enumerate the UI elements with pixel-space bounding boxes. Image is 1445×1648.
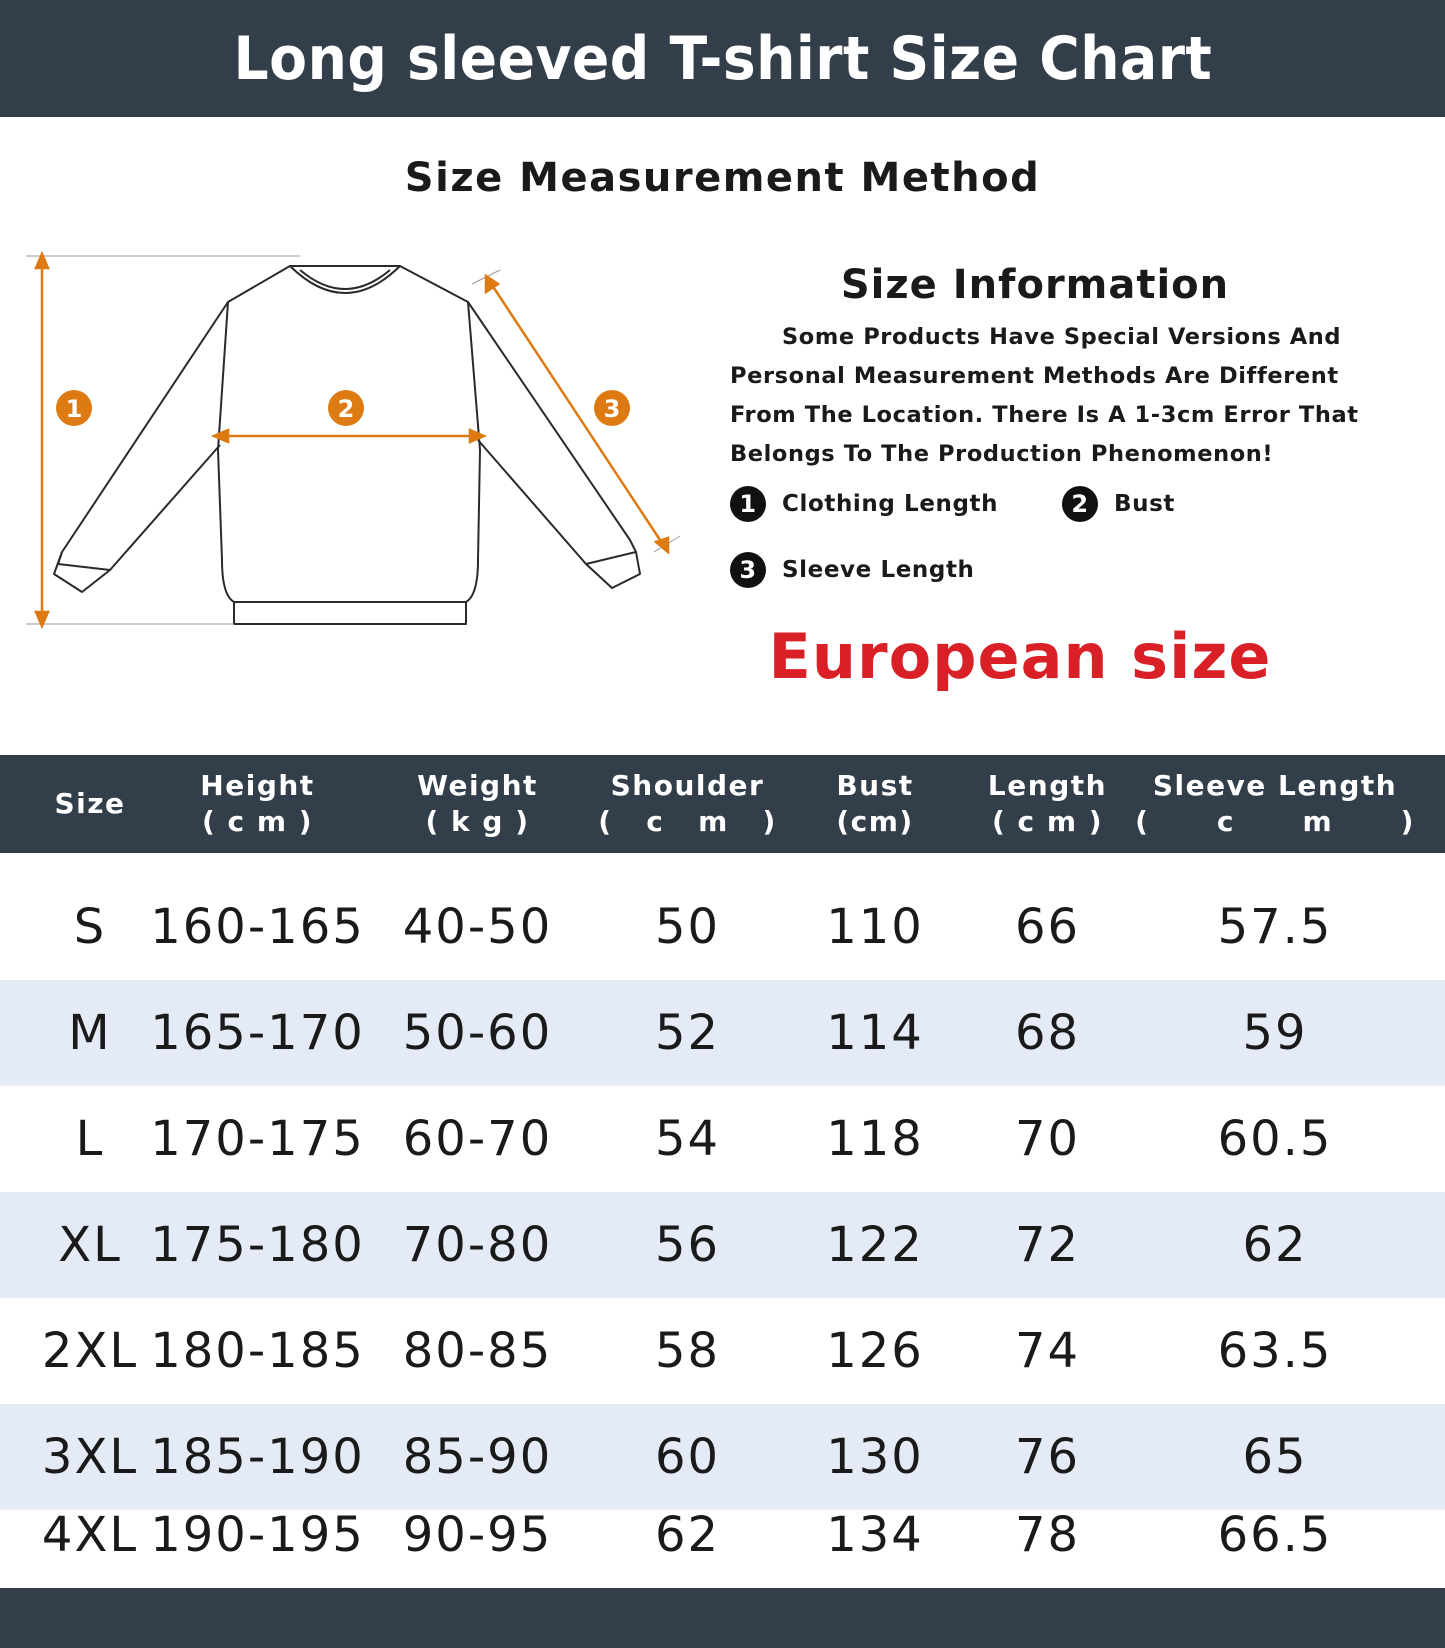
- info-line: From The Location. There Is A 1-3cm Error That: [730, 402, 1359, 428]
- cell-sleeve-length: 66.5: [1217, 1507, 1333, 1563]
- column-header-size: [40, 755, 140, 853]
- cell-bust: 118: [826, 1111, 924, 1167]
- table-header: [0, 755, 1445, 853]
- cell-shoulder: 50: [654, 899, 721, 955]
- measurement-legend: [730, 486, 1310, 626]
- cell-length: 78: [1014, 1507, 1081, 1563]
- cell-sleeve-length: 59: [1242, 1005, 1308, 1061]
- cell-sleeve-length: 57.5: [1217, 899, 1333, 955]
- marker-2-label: 2: [337, 395, 355, 423]
- cell-height: 190-195: [150, 1507, 365, 1563]
- cell-length: 70: [1014, 1111, 1081, 1167]
- column-header-label: Height: [200, 769, 315, 802]
- column-header-height: [160, 755, 355, 853]
- cell-weight: 85-90: [402, 1429, 553, 1485]
- cell-size: XL: [58, 1217, 122, 1273]
- column-header-unit: ( c m ): [1135, 805, 1415, 838]
- page-title: Long sleeved T-shirt Size Chart: [233, 23, 1212, 94]
- shirt-body-outline: [218, 266, 480, 602]
- cell-weight: 40-50: [402, 899, 553, 955]
- left-cuff: [54, 552, 110, 592]
- column-header-shoulder: [590, 755, 785, 853]
- cell-sleeve-length: 65: [1242, 1429, 1308, 1485]
- cell-shoulder: 58: [654, 1323, 721, 1379]
- title-banner: [0, 0, 1445, 117]
- column-header-label: Bust: [836, 769, 914, 802]
- marker-2: [328, 390, 364, 426]
- cell-shoulder: 60: [654, 1429, 721, 1485]
- size-information-text: [730, 318, 1359, 474]
- column-header-weight: [380, 755, 575, 853]
- left-sleeve-outline: [58, 302, 228, 570]
- cell-height: 180-185: [150, 1323, 365, 1379]
- cell-height: 165-170: [150, 1005, 365, 1061]
- legend-label: Sleeve Length: [782, 557, 975, 583]
- legend-item-bust: [1062, 486, 1175, 522]
- column-header-unit: (cm): [836, 805, 914, 838]
- cell-bust: 114: [826, 1005, 924, 1061]
- cell-size: L: [75, 1111, 105, 1167]
- shirt-hem: [234, 602, 466, 624]
- info-line: Personal Measurement Methods Are Different: [730, 363, 1339, 389]
- legend-number-1: 1: [730, 486, 766, 522]
- legend-number-2: 2: [1062, 486, 1098, 522]
- cell-bust: 134: [826, 1507, 924, 1563]
- table-row: [0, 1192, 1445, 1298]
- legend-label: Bust: [1114, 491, 1175, 517]
- cell-weight: 80-85: [402, 1323, 553, 1379]
- column-header-label: Size: [54, 787, 126, 820]
- marker-1: [56, 390, 92, 426]
- cell-bust: 122: [826, 1217, 924, 1273]
- cell-sleeve-length: 62: [1242, 1217, 1308, 1273]
- legend-number-3: 3: [730, 552, 766, 588]
- column-header-label: Shoulder: [610, 769, 765, 802]
- info-line: Some Products Have Special Versions And: [782, 324, 1342, 350]
- right-sleeve-outline: [468, 302, 636, 564]
- legend-label: Clothing Length: [782, 491, 999, 517]
- marker-3: [594, 390, 630, 426]
- column-header-label: Length: [987, 769, 1108, 802]
- cell-weight: 50-60: [402, 1005, 553, 1061]
- cell-weight: 90-95: [402, 1507, 553, 1563]
- cell-bust: 110: [826, 899, 924, 955]
- table-row: [0, 980, 1445, 1086]
- cell-bust: 126: [826, 1323, 924, 1379]
- size-information-title: Size Information: [840, 262, 1230, 308]
- cell-weight: 60-70: [402, 1111, 553, 1167]
- cell-size: 4XL: [41, 1507, 139, 1563]
- column-header-sleeve-length: [1135, 755, 1415, 853]
- cell-shoulder: 52: [654, 1005, 721, 1061]
- cell-sleeve-length: 60.5: [1217, 1111, 1333, 1167]
- cell-height: 160-165: [150, 899, 365, 955]
- column-header-length: [960, 755, 1135, 853]
- info-line: Belongs To The Production Phenomenon!: [730, 441, 1274, 467]
- cell-size: 2XL: [41, 1323, 139, 1379]
- table-row: [0, 1482, 1445, 1588]
- cell-sleeve-length: 63.5: [1217, 1323, 1333, 1379]
- cell-shoulder: 54: [654, 1111, 721, 1167]
- sleeve-length-arrow: [490, 282, 664, 546]
- marker-3-label: 3: [603, 395, 621, 423]
- column-header-bust: [800, 755, 950, 853]
- cell-shoulder: 56: [654, 1217, 721, 1273]
- cell-shoulder: 62: [654, 1507, 721, 1563]
- shirt-diagram: [0, 240, 720, 680]
- table-row: [0, 1298, 1445, 1404]
- cell-length: 74: [1014, 1323, 1081, 1379]
- cell-length: 68: [1014, 1005, 1081, 1061]
- legend-item-clothing-length: [730, 486, 998, 522]
- cell-size: S: [73, 899, 107, 955]
- column-header-unit: ( c m ): [598, 805, 777, 838]
- cell-length: 76: [1014, 1429, 1081, 1485]
- column-header-unit: ( k g ): [425, 805, 530, 838]
- european-size-label: European size: [768, 620, 1272, 693]
- measurement-method-title: Size Measurement Method: [404, 155, 1041, 201]
- column-header-label: Weight: [417, 769, 538, 802]
- size-information-panel: [730, 260, 1359, 626]
- cell-height: 170-175: [150, 1111, 365, 1167]
- cell-weight: 70-80: [402, 1217, 553, 1273]
- cell-size: 3XL: [41, 1429, 139, 1485]
- cell-bust: 130: [826, 1429, 924, 1485]
- column-header-unit: ( c m ): [991, 805, 1104, 838]
- footer-bar: [0, 1588, 1445, 1648]
- column-header-unit: ( c m ): [201, 805, 314, 838]
- table-row: [0, 874, 1445, 980]
- column-header-label: Sleeve Length: [1152, 769, 1398, 802]
- legend-item-sleeve-length: [730, 552, 975, 588]
- cell-height: 175-180: [150, 1217, 365, 1273]
- table-row: [0, 1086, 1445, 1192]
- cell-length: 72: [1014, 1217, 1081, 1273]
- cell-height: 185-190: [150, 1429, 365, 1485]
- cell-length: 66: [1014, 899, 1081, 955]
- cell-size: M: [68, 1005, 112, 1061]
- marker-1-label: 1: [65, 395, 83, 423]
